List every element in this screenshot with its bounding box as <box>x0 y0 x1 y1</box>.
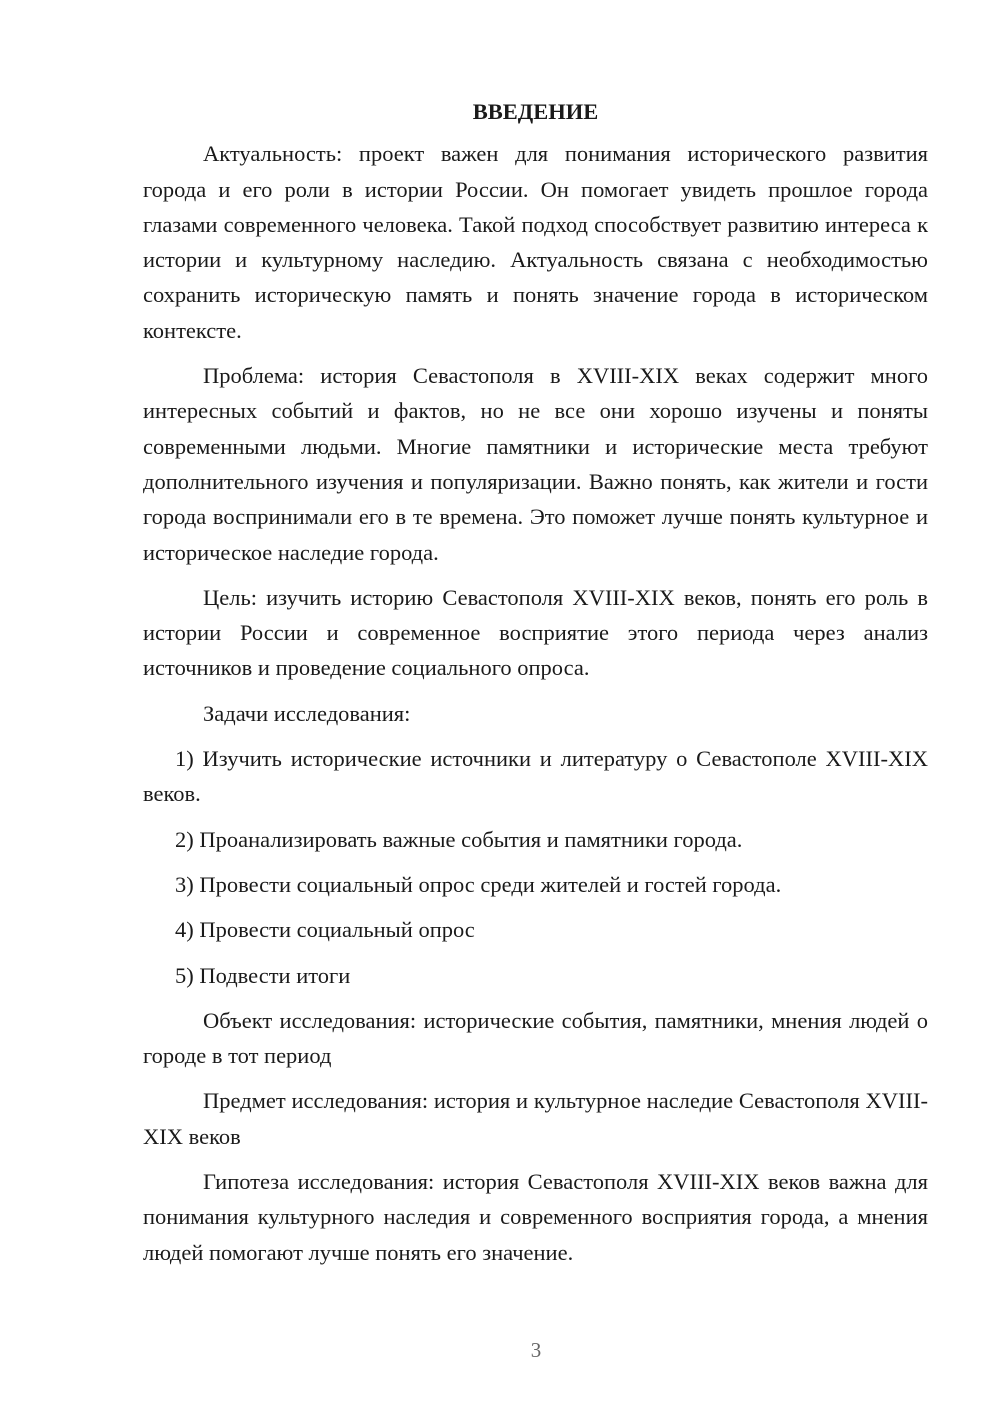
section-title: ВВЕДЕНИЕ <box>472 99 599 124</box>
task-item-4: 4) Провести социальный опрос <box>175 917 475 943</box>
hypothesis-paragraph: Гипотеза исследования: история Севастополя XVIII-XIX веков важна для понимания культурного наследия и современного восприятия города, а мнения людей помогают лучше понять его значение. <box>143 1169 928 1265</box>
task-item-3: 3) Провести социальный опрос среди жителей и гостей города. <box>175 871 782 897</box>
problem-paragraph: Проблема: история Севастополя в XVIII-XIX веках содержит много интересных событий и фактов, но не все они хорошо изучены и поняты современными людьми. Многие памятники и исторические места требуют дополнительного изучения и популяризации. Важно понять, как жители и гости города воспринимали его в те времена. Это поможет лучше понять культурное и историческое наследие города. <box>143 363 928 565</box>
task-item-5: 5) Подвести итоги <box>175 962 351 988</box>
task-item-2: 2) Проанализировать важные события и памятники города. <box>175 826 743 852</box>
tasks-heading: Задачи исследования: <box>203 700 411 726</box>
page-number: 3 <box>530 1338 542 1362</box>
goal-paragraph: Цель: изучить историю Севастополя XVIII-XIX веков, понять его роль в истории России и современное восприятие этого периода через анализ источников и проведение социального опроса. <box>143 584 928 681</box>
task-item-1: 1) Изучить исторические источники и литературу о Севастополе XVIII-XIX веков. <box>143 746 928 807</box>
subject-paragraph: Предмет исследования: история и культурное наследие Севастополя XVIII-XIX веков <box>143 1088 928 1149</box>
relevance-paragraph: Актуальность: проект важен для понимания исторического развития города и его роли в истории России. Он помогает увидеть прошлое города глазами современного человека. Такой подход способствует развитию интереса к истории и культурному наследию. Актуальность связана с необходимостью сохранить историческую память и понять значение города в историческом контексте. <box>143 141 928 343</box>
document-body <box>143 94 928 1280</box>
object-paragraph: Объект исследования: исторические события, памятники, мнения людей о городе в тот период <box>143 1007 928 1069</box>
